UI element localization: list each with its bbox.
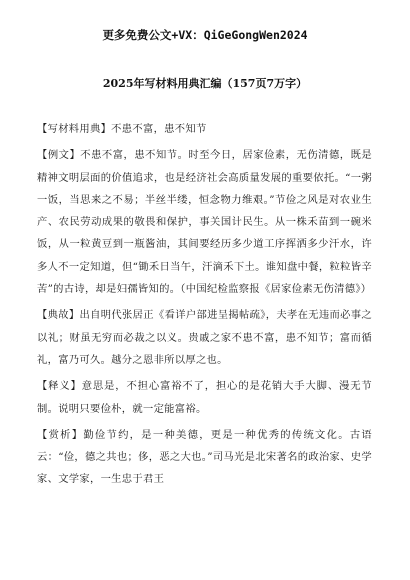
document-title: 2025年写材料用典汇编（157页7万字） [102, 77, 308, 90]
paragraph-example: 【例文】不患不富，患不知节。时至今日，居家俭素，无伤清德，既是精神文明层面的价值追求，也是经济社会高质量发展的重要依托。“一粥一饭，当思来之不易；半丝半缕，恒念物力维艰。”节俭之风是对农业生产、农民劳动成果的敬畏和保护，事关国计民生。从一株禾苗到一碗米饭，从一粒黄豆到一瓶酱油，其间要经历多少道工序挥洒多少汗水，许多人不一定知道，但“锄禾日当午，汗滴禾下土。谁知盘中餐，粒粒皆辛苦”的古诗，却是妇孺皆知的。（中国纪检监察报《居家俭素无伤清德》） [37, 149, 372, 296]
paragraph-meaning: 【释义】意思是，不担心富裕不了，担心的是花销大手大脚、漫无节制。说明只要俭朴，就一定能富裕。 [37, 380, 372, 415]
paragraph-allusion: 【典故】出自明代张居正《看详户部进呈揭帖疏》，夫孝在无违而必事之以礼；财虽无穷而必裁之以义。贵戚之家不患不富，患不知节；富而循礼，富乃可久。越分之恩非所以厚之也。 [37, 309, 372, 366]
document-body [37, 118, 372, 495]
paragraph-topic: 【写材料用典】不患不富，患不知节 [37, 123, 207, 135]
paragraph-appreciation: 【赏析】勤俭节约，是一种美德，更是一种优秀的传统文化。古语云：“俭，德之共也；侈，恶之大也。”司马光是北宋著名的政治家、史学家、文学家，一生忠于君王 [37, 428, 372, 486]
promo-header: 更多免费公文+VX：QiGeGongWen2024 [102, 28, 308, 42]
